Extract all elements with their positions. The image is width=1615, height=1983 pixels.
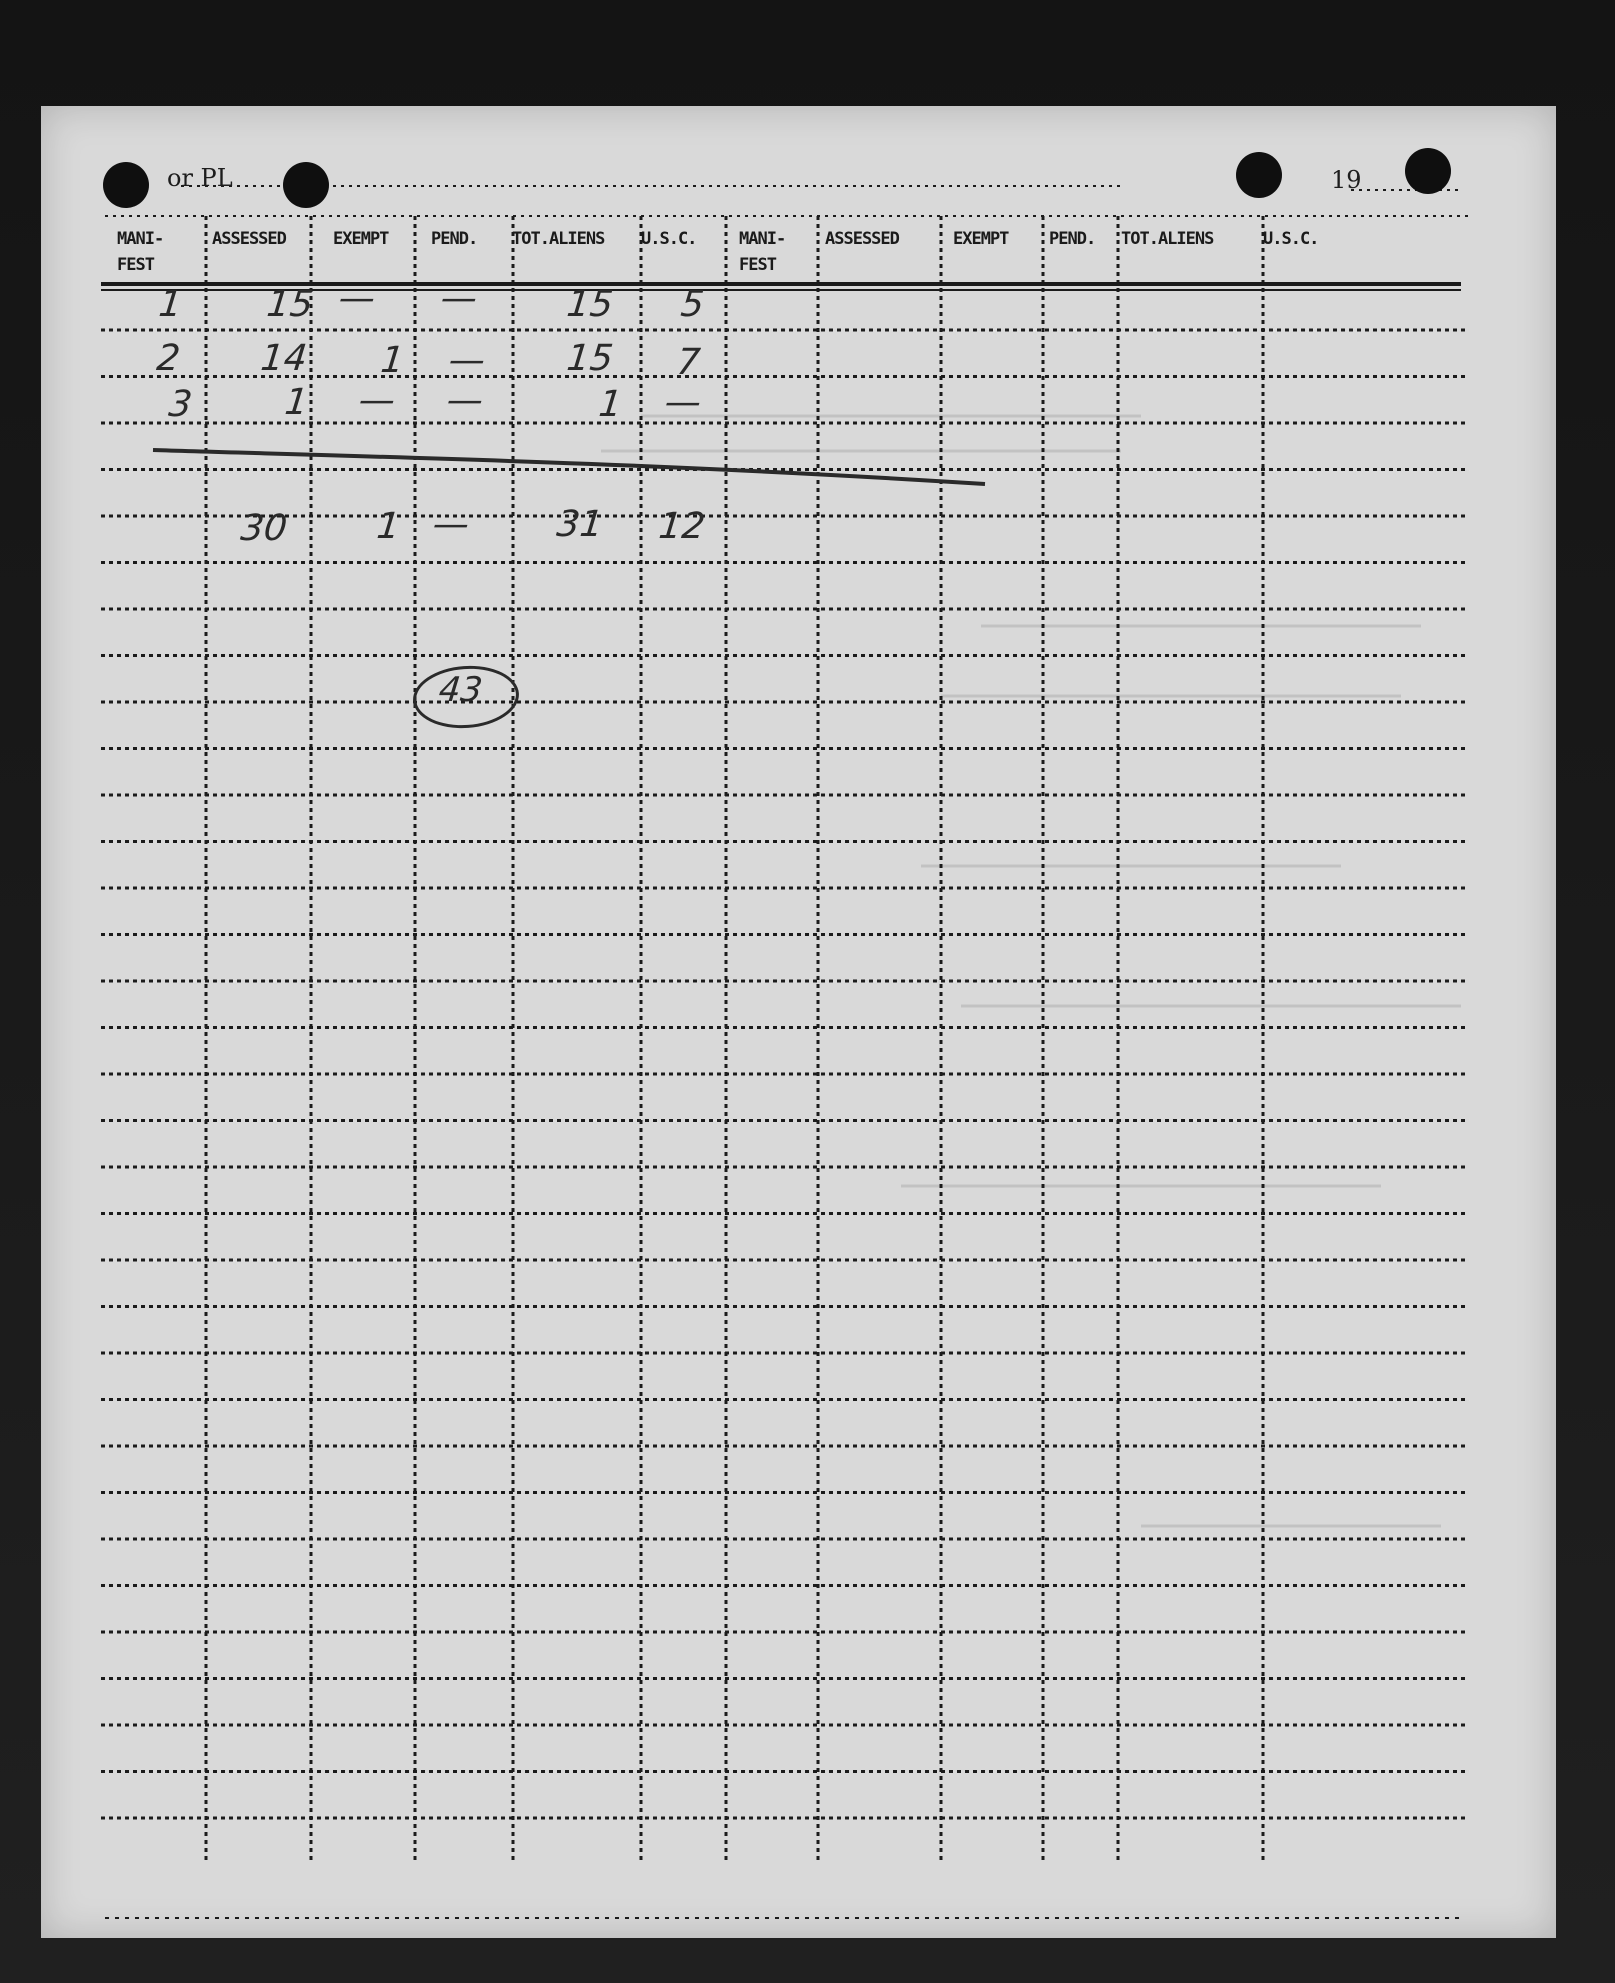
header-line: MANI- [117, 229, 164, 249]
form-sheet [41, 106, 1556, 1938]
header-exempt-right: EXEMPT [953, 229, 1009, 249]
header-usc-right: U.S.C. [1263, 229, 1319, 249]
row-3-tot-aliens: 1 [596, 384, 625, 425]
punch-hole [283, 162, 329, 208]
row-2-tot-aliens: 15 [564, 338, 615, 379]
header-pend-right: PEND. [1049, 229, 1096, 249]
form-prefix-label: or PL [167, 164, 233, 192]
punch-hole [103, 162, 149, 208]
form-grid [41, 106, 1556, 1938]
row-3-pend: — [444, 380, 486, 421]
row-1-exempt: — [336, 278, 378, 319]
row-3-exempt: — [356, 380, 398, 421]
header-tot-aliens-left: TOT.ALIENS [512, 229, 605, 249]
row-3-manifest: 3 [166, 384, 195, 425]
header-usc-left: U.S.C. [641, 229, 697, 249]
header-manifest-right [739, 226, 785, 278]
row-2-usc: 7 [674, 342, 703, 383]
total-usc: 12 [656, 506, 707, 547]
header-assessed-left: ASSESSED [212, 229, 286, 249]
row-2-assessed: 14 [258, 338, 309, 379]
total-exempt: 1 [374, 506, 403, 547]
punch-hole [1405, 148, 1451, 194]
handwritten-total-line [153, 450, 985, 484]
row-2-manifest: 2 [154, 338, 183, 379]
row-1-tot-aliens: 15 [564, 284, 615, 325]
punch-hole [1236, 152, 1282, 198]
row-3-usc: — [662, 382, 704, 423]
total-tot-aliens: 31 [554, 504, 605, 545]
header-line: MANI- [739, 229, 786, 249]
year-label: 19 [1331, 166, 1362, 194]
header-manifest-left [117, 226, 163, 278]
header-line: FEST [117, 255, 154, 275]
row-1-usc: 5 [678, 284, 707, 325]
header-exempt-left: EXEMPT [333, 229, 389, 249]
header-tot-aliens-right: TOT.ALIENS [1121, 229, 1214, 249]
row-1-assessed: 15 [264, 284, 315, 325]
total-assessed: 30 [238, 508, 289, 549]
total-pend: — [430, 504, 472, 545]
circled-note-value: 43 [436, 670, 485, 710]
header-pend-left: PEND. [431, 229, 478, 249]
row-2-exempt: 1 [378, 340, 407, 381]
row-1-pend: — [438, 278, 480, 319]
row-1-manifest: 1 [156, 284, 185, 325]
header-line: FEST [739, 255, 776, 275]
row-2-pend: — [446, 340, 488, 381]
header-assessed-right: ASSESSED [825, 229, 899, 249]
row-3-assessed: 1 [282, 382, 311, 423]
